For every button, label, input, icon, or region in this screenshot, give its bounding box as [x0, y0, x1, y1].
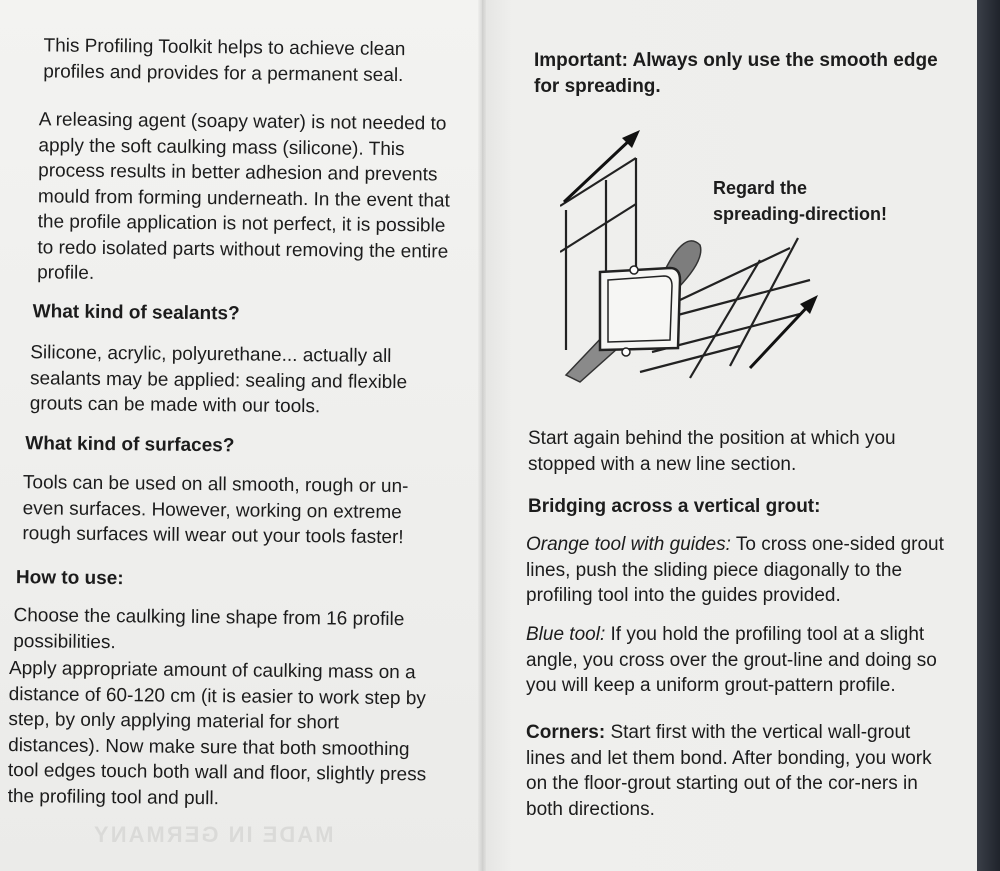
- orange-tool-label: Orange tool with guides:: [526, 534, 731, 555]
- blue-tool-label: Blue tool:: [526, 624, 606, 645]
- bridging-heading: Bridging across a vertical grout:: [528, 496, 821, 517]
- surfaces-heading: What kind of surfaces?: [25, 433, 235, 457]
- orange-tool-paragraph: [526, 532, 948, 609]
- corners-label: Corners:: [526, 722, 606, 743]
- diagram-caption: [713, 175, 887, 227]
- start-again-paragraph: Start again behind the position at which you stopped with a new line section.: [528, 428, 896, 475]
- diagram-caption-line-1: Regard the: [713, 178, 808, 198]
- how-to-use-paragraph-2: Apply appropriate amount of caulking mass on a distance of 60-120 cm (it is easier to work step by step, by only applying material for short distances). Now make sure that both smoothing tool edges touch both wall and floor, slightly press the profiling tool and pull.: [7, 658, 427, 809]
- spreading-arrow-upper-icon: [564, 130, 640, 202]
- spreading-direction-diagram: [560, 120, 960, 400]
- intro-paragraph: This Profiling Toolkit helps to achieve clean profiles and provides for a permanent seal.: [43, 35, 406, 86]
- spreading-arrow-lower-icon: [750, 295, 818, 368]
- corners-text: Start first with the vertical wall-grout lines and let them bond. After bonding, you work on the floor-grout starting out of the cor-ners in both directions.: [526, 722, 932, 820]
- orange-tool-text: To cross one-sided grout lines, push the sliding piece diagonally to the profiling tool into the guides provided.: [526, 534, 944, 606]
- sealants-heading: What kind of sealants?: [32, 301, 240, 325]
- profiling-tool-icon: [600, 266, 680, 356]
- how-to-use-paragraph-1: Choose the caulking line shape from 16 profile possibilities.: [13, 605, 405, 653]
- diagram-caption-line-2: spreading-direction!: [713, 204, 888, 224]
- show-through-text: MADE IN GERMANY: [92, 822, 334, 847]
- releasing-agent-paragraph: A releasing agent (soapy water) is not needed to apply the soft caulking mass (silicone). This process results in better adhesion and prevents mould from forming underneath. In the event that the profile application is not perfect, it is possible to redo isolated parts without removing the entire profile.: [37, 109, 450, 284]
- corners-paragraph: [526, 720, 948, 822]
- how-to-use-heading: How to use:: [15, 567, 124, 590]
- blue-tool-text: If you hold the profiling tool at a slight angle, you cross over the grout-line and doing so you will keep a uniform grout-pattern profile.: [526, 624, 937, 696]
- surfaces-paragraph: Tools can be used on all smooth, rough or un-even surfaces. However, working on extreme rough surfaces will wear out your tools faster!: [22, 472, 409, 549]
- blue-tool-paragraph: [526, 622, 948, 699]
- background-edge: [977, 0, 1000, 871]
- sealants-paragraph: Silicone, acrylic, polyurethane... actually all sealants may be applied: sealing and flexible grouts can be made with our tools.: [29, 342, 408, 418]
- page-fold: [478, 0, 486, 871]
- important-note: Important: Always only use the smooth edge for spreading.: [534, 50, 938, 97]
